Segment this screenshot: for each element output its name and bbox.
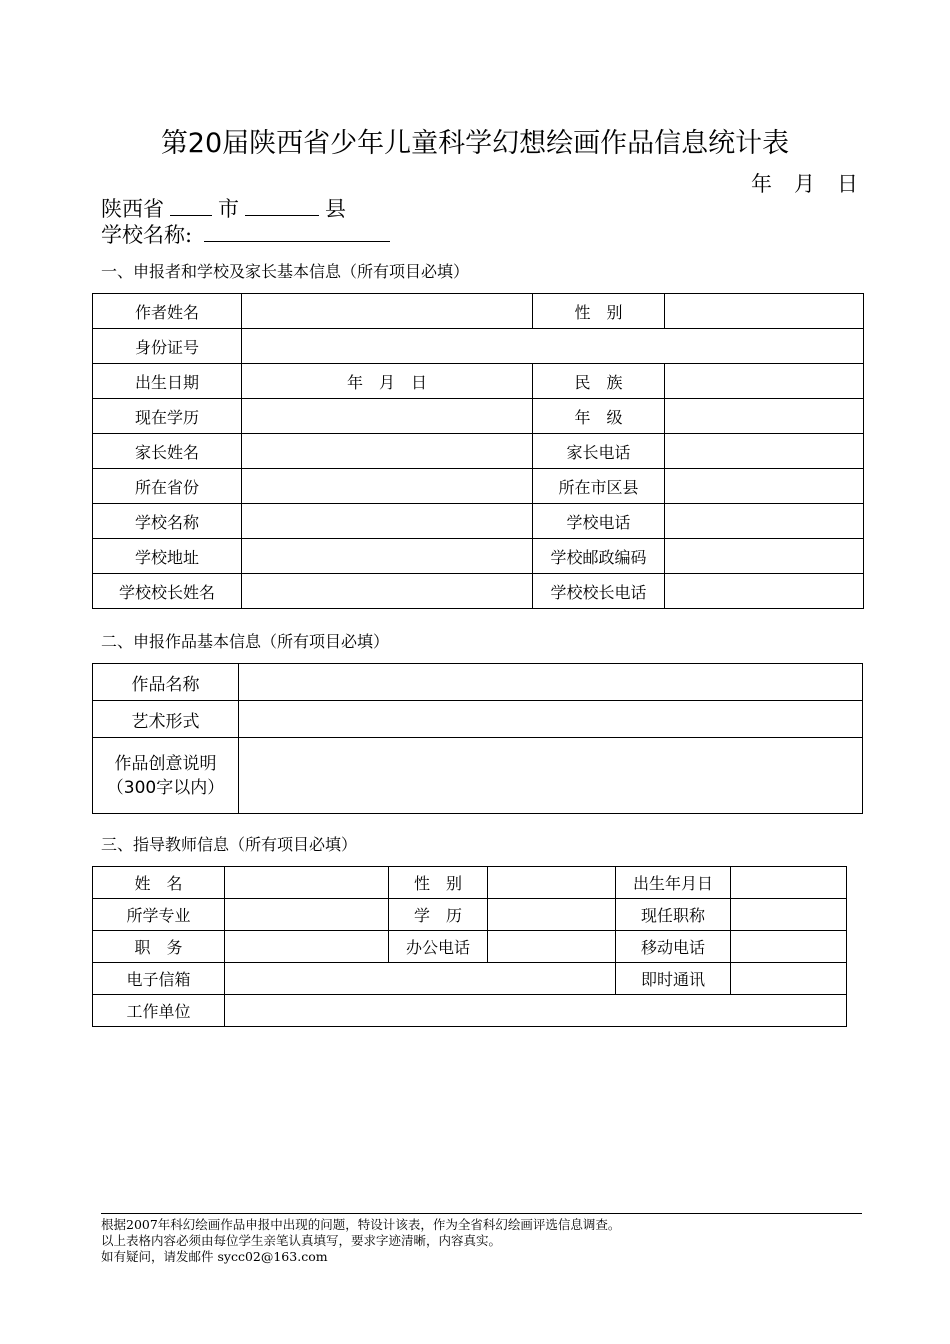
school-name-blank[interactable]: [204, 223, 390, 242]
province-label: 陕西省: [101, 197, 164, 221]
footer-note-3: 如有疑问，请发邮件 sycc02@163.com: [101, 1249, 328, 1264]
page-title: 第20届陕西省少年儿童科学幻想绘画作品信息统计表: [160, 128, 790, 159]
art-form-field[interactable]: [239, 701, 863, 738]
grade-label: 年 级: [533, 399, 665, 434]
table-row: [93, 504, 864, 539]
table-row: [93, 469, 864, 504]
table-row: [93, 995, 847, 1027]
author-name-label: 作者姓名: [93, 294, 242, 329]
teacher-info-table: [92, 866, 847, 1027]
creative-description-title: 作品创意说明: [114, 753, 217, 774]
footer-note-1: 根据2007年科幻绘画作品申报中出现的问题，特设计该表，作为全省科幻绘画评选信息调查。: [101, 1217, 621, 1232]
province-field[interactable]: [242, 469, 533, 504]
teacher-birth-field[interactable]: [731, 867, 847, 899]
id-number-field[interactable]: [242, 329, 864, 364]
teacher-name-label: 姓 名: [93, 867, 225, 899]
teacher-gender-field[interactable]: [488, 867, 616, 899]
school-phone-field[interactable]: [665, 504, 864, 539]
section3-heading: 三、指导教师信息（所有项目必填）: [101, 835, 358, 854]
table-row: [93, 664, 863, 701]
teacher-mobile-field[interactable]: [731, 931, 847, 963]
birth-date-label: 出生日期: [93, 364, 242, 399]
school-name-row-label: 学校名称: [93, 504, 242, 539]
teacher-title-label: 现任职称: [616, 899, 731, 931]
school-phone-label: 学校电话: [533, 504, 665, 539]
table-row: [93, 434, 864, 469]
city-district-field[interactable]: [665, 469, 864, 504]
teacher-office-phone-field[interactable]: [488, 931, 616, 963]
table-row: [93, 574, 864, 609]
teacher-position-field[interactable]: [225, 931, 389, 963]
principal-phone-label: 学校校长电话: [533, 574, 665, 609]
teacher-im-label: 即时通讯: [616, 963, 731, 995]
date-day-label: 日: [837, 172, 858, 196]
teacher-name-field[interactable]: [225, 867, 389, 899]
school-postcode-field[interactable]: [665, 539, 864, 574]
teacher-workplace-field[interactable]: [225, 995, 847, 1027]
teacher-birth-label: 出生年月日: [616, 867, 731, 899]
artwork-info-table: [92, 663, 863, 814]
gender-field[interactable]: [665, 294, 864, 329]
parent-phone-field[interactable]: [665, 434, 864, 469]
parent-name-field[interactable]: [242, 434, 533, 469]
teacher-title-field[interactable]: [731, 899, 847, 931]
table-row: [93, 931, 847, 963]
table-row: [93, 364, 864, 399]
teacher-email-label: 电子信箱: [93, 963, 225, 995]
table-row: [93, 899, 847, 931]
education-field[interactable]: [242, 399, 533, 434]
school-address-field[interactable]: [242, 539, 533, 574]
birth-date-field[interactable]: 年 月 日: [242, 364, 533, 399]
table-row: [93, 329, 864, 364]
artwork-name-field[interactable]: [239, 664, 863, 701]
city-label: 市: [218, 197, 239, 221]
artwork-name-label: 作品名称: [93, 664, 239, 701]
creative-description-field[interactable]: [239, 738, 863, 814]
teacher-workplace-label: 工作单位: [93, 995, 225, 1027]
school-name-field[interactable]: [242, 504, 533, 539]
school-address-label: 学校地址: [93, 539, 242, 574]
date-line: [729, 168, 858, 198]
school-name-label: 学校名称:: [101, 223, 193, 247]
education-label: 现在学历: [93, 399, 242, 434]
grade-field[interactable]: [665, 399, 864, 434]
county-blank[interactable]: [245, 197, 319, 216]
footer-divider: [101, 1213, 862, 1214]
school-postcode-label: 学校邮政编码: [533, 539, 665, 574]
teacher-education-field[interactable]: [488, 899, 616, 931]
principal-name-field[interactable]: [242, 574, 533, 609]
province-row-label: 所在省份: [93, 469, 242, 504]
city-district-label: 所在市区县: [533, 469, 665, 504]
teacher-major-field[interactable]: [225, 899, 389, 931]
teacher-education-label: 学 历: [389, 899, 488, 931]
teacher-office-phone-label: 办公电话: [389, 931, 488, 963]
city-blank[interactable]: [170, 197, 212, 216]
table-row: [93, 294, 864, 329]
teacher-major-label: 所学专业: [93, 899, 225, 931]
principal-name-label: 学校校长姓名: [93, 574, 242, 609]
teacher-email-field[interactable]: [225, 963, 616, 995]
ethnicity-label: 民 族: [533, 364, 665, 399]
section2-heading: 二、申报作品基本信息（所有项目必填）: [101, 632, 390, 651]
school-name-line: [101, 219, 396, 249]
gender-label: 性 别: [533, 294, 665, 329]
creative-description-limit: （300字以内）: [106, 777, 225, 798]
parent-name-label: 家长姓名: [93, 434, 242, 469]
teacher-position-label: 职 务: [93, 931, 225, 963]
table-row: [93, 399, 864, 434]
ethnicity-field[interactable]: [665, 364, 864, 399]
date-year-label: 年: [751, 172, 772, 196]
table-row: [93, 867, 847, 899]
id-number-label: 身份证号: [93, 329, 242, 364]
table-row: [93, 963, 847, 995]
teacher-im-field[interactable]: [731, 963, 847, 995]
footer-note-2: 以上表格内容必须由每位学生亲笔认真填写，要求字迹清晰，内容真实。: [101, 1233, 502, 1248]
table-row: [93, 701, 863, 738]
teacher-gender-label: 性 别: [389, 867, 488, 899]
author-name-field[interactable]: [242, 294, 533, 329]
table-row: [93, 539, 864, 574]
table-row: [93, 738, 863, 814]
teacher-mobile-label: 移动电话: [616, 931, 731, 963]
section1-heading: 一、申报者和学校及家长基本信息（所有项目必填）: [101, 262, 470, 281]
principal-phone-field[interactable]: [665, 574, 864, 609]
date-month-label: 月: [794, 172, 815, 196]
parent-phone-label: 家长电话: [533, 434, 665, 469]
county-label: 县: [325, 197, 346, 221]
creative-description-label: [93, 738, 239, 814]
art-form-label: 艺术形式: [93, 701, 239, 738]
applicant-info-table: [92, 293, 864, 609]
